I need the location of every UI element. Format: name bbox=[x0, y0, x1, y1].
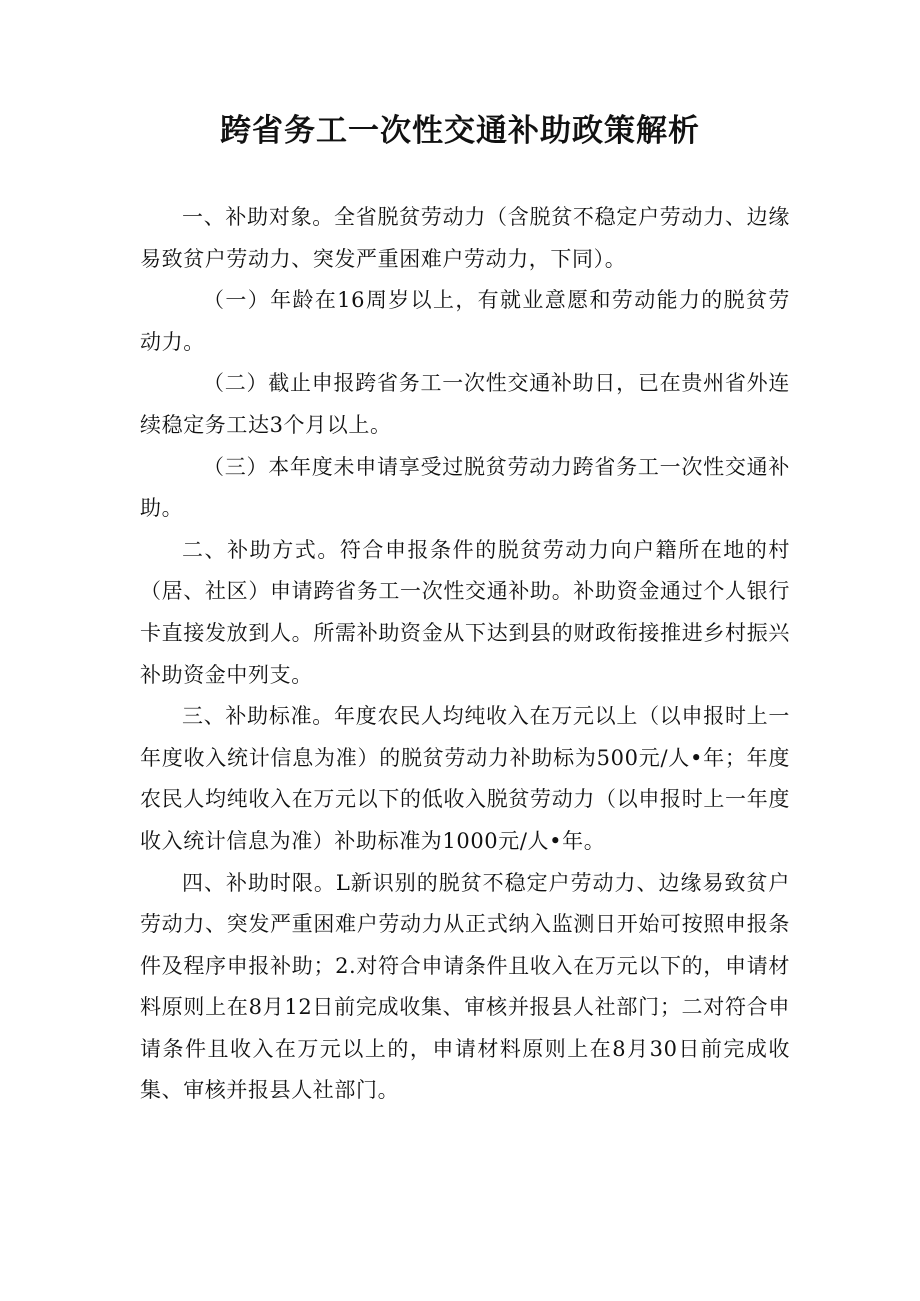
document-body bbox=[140, 197, 790, 1112]
paragraph-condition-employment: （二）截止申报跨省务工一次性交通补助日，已在贵州省外连续稳定务工达3个月以上。 bbox=[140, 371, 790, 437]
paragraph-subsidy-method: 二、补助方式。符合申报条件的脱贫劳动力向户籍所在地的村（居、社区）申请跨省务工一次性交通补助。补助资金通过个人银行卡直接发放到人。所需补助资金从下达到县的财政衔接推进乡村振兴补助资金中列支。 bbox=[140, 537, 790, 687]
paragraph-subsidy-standard: 三、补助标准。年度农民人均纯收入在万元以上（以申报时上一年度收入统计信息为准）的脱贫劳动力补助标为500元/人•年；年度农民人均纯收入在万元以下的低收入脱贫劳动力（以申报时上一年度收入统计信息为准）补助标准为1000元/人•年。 bbox=[140, 704, 790, 853]
document-title: 跨省务工一次性交通补助政策解析 bbox=[220, 113, 700, 149]
paragraph-subsidy-target: 一、补助对象。全省脱贫劳动力（含脱贫不稳定户劳动力、边缘易致贫户劳动力、突发严重困难户劳动力，下同）。 bbox=[140, 205, 790, 271]
paragraph-condition-age: （一）年龄在16周岁以上，有就业意愿和劳动能力的脱贫劳动力。 bbox=[140, 288, 790, 354]
paragraph-condition-no-prior-claim: （三）本年度未申请享受过脱贫劳动力跨省务工一次性交通补助。 bbox=[140, 454, 790, 521]
paragraph-subsidy-deadline: 四、补助时限。L新识别的脱贫不稳定户劳动力、边缘易致贫户劳动力、突发严重困难户劳动力从正式纳入监测日开始可按照申报条件及程序申报补助；2.对符合申请条件且收入在万元以下的，申请材料原则上在8月12日前完成收集、审核并报县人社部门；二对符合申请条件且收入在万元以上的，申请材料原则上在8月30日前完成收集、审核并报县人社部门。 bbox=[140, 870, 790, 1103]
